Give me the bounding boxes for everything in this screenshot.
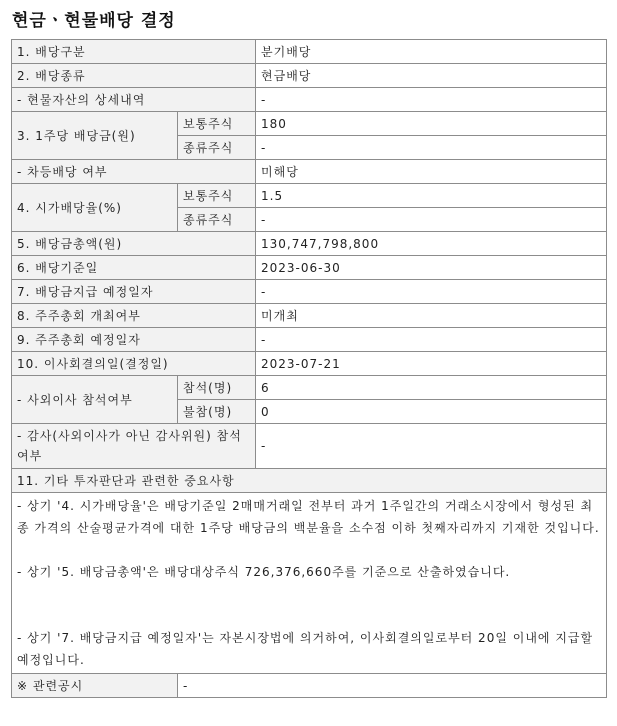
table-row xyxy=(12,280,607,304)
table-row xyxy=(12,493,607,674)
label-meeting-date: 9. 주주총회 예정일자 xyxy=(12,328,256,352)
value-meeting-date: - xyxy=(256,328,607,352)
note-paragraph-payment: - 상기 '7. 배당금지급 예정일자'는 자본시장법에 의거하여, 이사회결의일로부터 20일 이내에 지급할 예정입니다. xyxy=(17,631,594,667)
table-row xyxy=(12,88,607,112)
dividend-table xyxy=(11,39,607,698)
value-auditor-attendance: - xyxy=(256,424,607,469)
label-common-stock: 보통주식 xyxy=(178,112,256,136)
table-row xyxy=(12,376,607,400)
table-row xyxy=(12,40,607,64)
value-total-dividend: 130,747,798,800 xyxy=(256,232,607,256)
label-shareholder-meeting: 8. 주주총회 개최여부 xyxy=(12,304,256,328)
table-row xyxy=(12,256,607,280)
label-attended: 참석(명) xyxy=(178,376,256,400)
table-row xyxy=(12,469,607,493)
table-row xyxy=(12,160,607,184)
value-yield-common: 1.5 xyxy=(256,184,607,208)
table-row xyxy=(12,352,607,376)
value-differential-dividend: 미해당 xyxy=(256,160,607,184)
value-payment-date: - xyxy=(256,280,607,304)
value-attended: 6 xyxy=(256,376,607,400)
value-related-disclosure: - xyxy=(178,674,607,698)
value-dps-class: - xyxy=(256,136,607,160)
table-row xyxy=(12,232,607,256)
label-board-resolution-date: 10. 이사회결의일(결정일) xyxy=(12,352,256,376)
note-paragraph-total: - 상기 '5. 배당금총액'은 배당대상주식 726,376,660주를 기준으로 산출하였습니다. xyxy=(17,565,511,579)
table-row xyxy=(12,64,607,88)
label-other-matters: 11. 기타 투자판단과 관련한 중요사항 xyxy=(12,469,607,493)
table-row xyxy=(12,304,607,328)
label-outside-director-attendance: - 사외이사 참석여부 xyxy=(12,376,178,424)
label-dividend-kind: 2. 배당종류 xyxy=(12,64,256,88)
table-row xyxy=(12,674,607,698)
label-record-date: 6. 배당기준일 xyxy=(12,256,256,280)
label-dividend-per-share: 3. 1주당 배당금(원) xyxy=(12,112,178,160)
table-row xyxy=(12,112,607,136)
value-dividend-kind: 현금배당 xyxy=(256,64,607,88)
value-dividend-type: 분기배당 xyxy=(256,40,607,64)
label-dividend-type: 1. 배당구분 xyxy=(12,40,256,64)
label-class-stock: 종류주식 xyxy=(178,136,256,160)
value-yield-class: - xyxy=(256,208,607,232)
table-row xyxy=(12,328,607,352)
value-dps-common: 180 xyxy=(256,112,607,136)
table-row xyxy=(12,184,607,208)
table-row xyxy=(12,424,607,469)
label-asset-detail: - 현물자산의 상세내역 xyxy=(12,88,256,112)
label-payment-date: 7. 배당금지급 예정일자 xyxy=(12,280,256,304)
label-auditor-attendance: - 감사(사외이사가 아닌 감사위원) 참석여부 xyxy=(12,424,256,469)
note-paragraph-yield: - 상기 '4. 시가배당율'은 배당기준일 2매매거래일 전부터 과거 1주일간의 거래소시장에서 형성된 최종 가격의 산술평균가격에 대한 1주당 배당금의 백분율을 소수점 이하 첫째자리까지 기재한 것입니다. xyxy=(17,499,600,535)
value-record-date: 2023-06-30 xyxy=(256,256,607,280)
label-class-stock: 종류주식 xyxy=(178,208,256,232)
label-absent: 불참(명) xyxy=(178,400,256,424)
value-shareholder-meeting: 미개최 xyxy=(256,304,607,328)
value-board-resolution-date: 2023-07-21 xyxy=(256,352,607,376)
page-title: 현금ㆍ현물배당 결정 xyxy=(12,11,176,31)
value-absent: 0 xyxy=(256,400,607,424)
label-common-stock: 보통주식 xyxy=(178,184,256,208)
label-differential-dividend: - 차등배당 여부 xyxy=(12,160,256,184)
value-asset-detail: - xyxy=(256,88,607,112)
label-total-dividend: 5. 배당금총액(원) xyxy=(12,232,256,256)
label-dividend-yield: 4. 시가배당율(%) xyxy=(12,184,178,232)
other-matters-note xyxy=(12,493,607,674)
label-related-disclosure: ※ 관련공시 xyxy=(12,674,178,698)
